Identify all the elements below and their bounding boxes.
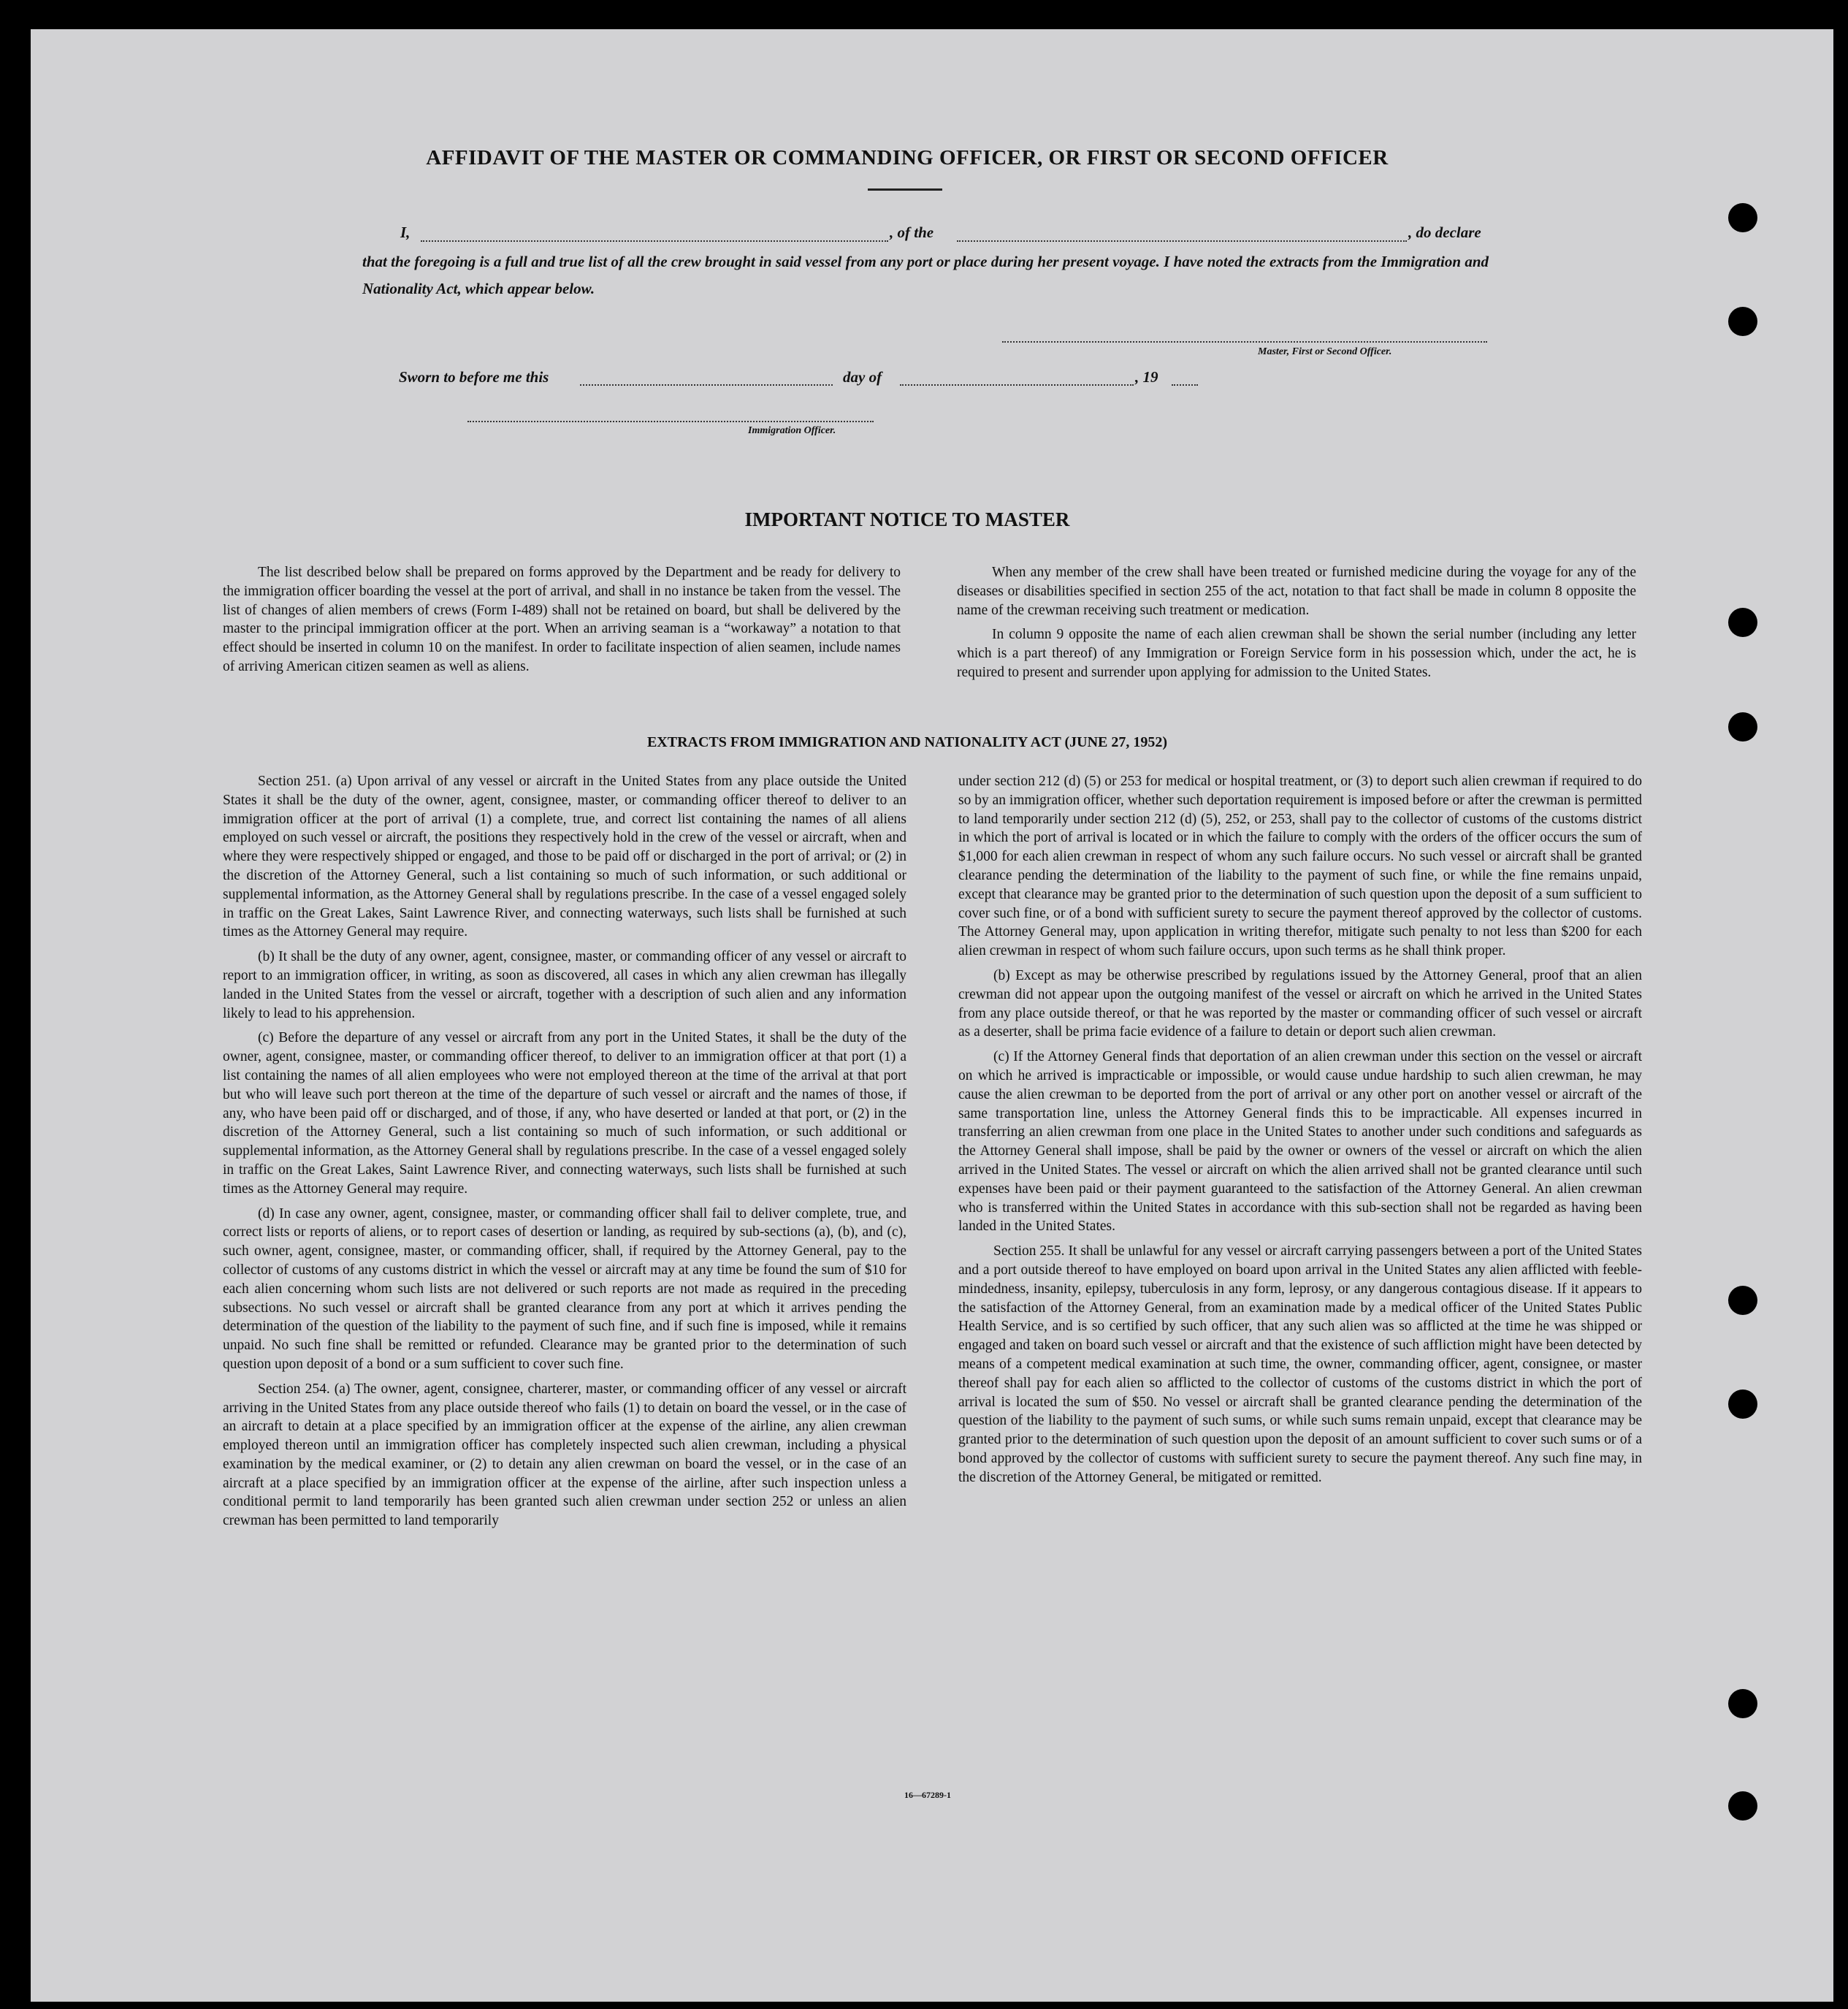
affidavit-title: AFFIDAVIT OF THE MASTER OR COMMANDING OFFICER, OR FIRST OR SECOND OFFICER [426, 146, 1389, 169]
of-the-label: , of the [890, 224, 934, 241]
do-declare-label: , do declare [1408, 224, 1481, 241]
officer-signature-caption: Immigration Officer. [748, 425, 836, 436]
extracts-title: EXTRACTS FROM IMMIGRATION AND NATIONALITY ACT (JUNE 27, 1952) [646, 734, 1168, 750]
section-paragraph: Section 255. It shall be unlawful for any vessel or aircraft carrying passengers between a port of the United States and a port outside thereof to have employed on board upon arrival in the United States any alien afflicted with feeble-mindedness, insanity, epilepsy, tuberculosis in any form, leprosy, or any dangerous contagious disease. If it appears to the satisfaction of the Attorney General, from an examination made by a medical officer of the United States Public Health Service, and is so certified by such officer, that any such alien was so afflicted at the time he was shipped or engaged and taken on board such vessel or aircraft and that the existence of such affliction might have been detected by means of a competent medical examination at such time, the owner, commanding officer, agent, consignee, or master thereof shall pay for each alien so afflicted to the collector of customs of the customs district in which the port of arrival is located the sum of $50. No vessel or aircraft shall be granted clearance pending the determination of the question of the liability to the payment of such sums, or while such sums remain unpaid, except that clearance may be granted prior to the determination of such question upon the deposit of an amount sufficient to cover such sums or of a bond approved by the collector of customs with sufficient surety to secure the payment thereof. Any such fine may, in the discretion of the Attorney General, be mitigated or remitted. [958, 1243, 1642, 1485]
section-paragraph: (c) If the Attorney General finds that deportation of an alien crewman under this section on the vessel or aircraft on which he arrived is impracticable or impossible, or would cause undue hardship to such alien crewman, he may cause the alien crewman to be deported from the port of arrival or any other port on another vessel or aircraft of the same transportation line, unless the Attorney General finds this to be impracticable. All expenses incurred in transferring an alien crewman from one place in the United States to another under such conditions and safeguards as the Attorney General shall impose, shall be paid by the owner or owners of the vessel or aircraft on which the alien arrived in the United States. The vessel or aircraft on which the alien arrived shall not be granted clearance until such expenses have been paid or their payment guaranteed to the satisfaction of the Attorney General. An alien crewman who is transferred within the United States in accordance with this sub-section shall not be regarded as having been landed in the United States. [958, 1049, 1642, 1235]
extracts-left-column [223, 772, 906, 1536]
section-paragraph: (d) In case any owner, agent, consignee, master, or commanding officer shall fail to deliver complete, true, and correct lists or reports of aliens, or to report cases of desertion or landing, as required by sub-sections (a), (b), and (c), such owner, agent, consignee, master, or commanding officer, shall, if required by the Attorney General, pay to the collector of customs of any customs district in which the vessel or aircraft may at any time be found the sum of $10 for each alien concerning whom such lists are not delivered or such reports are not made as required in the preceding subsections. No such vessel or aircraft shall be granted clearance from any port at which it arrives pending the determination of the question of the liability to the payment of such fine, and if such fine is imposed, while it remains unpaid. No such fine shall be remitted or refunded. Clearance may be granted prior to the determination of such question upon deposit of a bond or a sum sufficient to cover such fine. [223, 1205, 906, 1372]
title-divider [868, 188, 942, 191]
section-paragraph: (b) Except as may be otherwise prescribed by regulations issued by the Attorney General, proof that an alien crewman did not appear upon the outgoing manifest of the vessel or aircraft on which he arrived in the United States from any place outside thereof, or that he was reported by the master or commanding officer of such vessel or aircraft as a deserter, shall be prima facie evidence of a failure to detain or deport such alien crewman. [958, 967, 1642, 1040]
section-paragraph: (b) It shall be the duty of any owner, agent, consignee, master, or commanding officer of any vessel or aircraft to report to an immigration officer, in writing, as soon as discovered, all cases in which any alien crewman has illegally landed in the United States from the vessel or aircraft, together with a description of such alien and any information likely to lead to his apprehension. [223, 949, 906, 1021]
officer-signature-blank [467, 421, 874, 422]
notice-paragraph: In column 9 opposite the name of each alien crewman shall be shown the serial number (including any letter which is a part thereof) of any Immigration or Foreign Service form in his possession which, under the act, he is required to present and surrender upon applying for admission to the United States. [957, 627, 1636, 680]
section-continuation: under section 212 (d) (5) or 253 for medical or hospital treatment, or (3) to deport such alien crewman if required to do so by an immigration officer, whether such deportation requirement is imposed before or after the crewman is permitted to land temporarily under section 212 (d) (5), 252, or 253, shall pay to the collector of customs of the customs district in which the port of arrival is located or in which the failure to comply with the orders of the officer occurs the sum of $1,000 for each alien crewman in respect of whom any such failure occurs. No such vessel or aircraft shall be granted clearance pending the determination of the liability to the payment of such fine, or while the fine remains unpaid, except that clearance may be granted prior to the determination of such question upon the deposit of a sum sufficient to cover such fine, or of a bond with sufficient surety to secure the payment thereof approved by the collector of customs. The Attorney General may, upon application in writing therefor, mitigate such penalty to not less than $200 for each alien crewman in respect of whom such failure occurs, upon such terms as he shall think proper. [958, 774, 1642, 959]
master-signature-caption: Master, First or Second Officer. [1258, 346, 1392, 357]
punch-hole [1728, 1791, 1757, 1821]
notice-right-column [957, 563, 1636, 688]
notice-left-column [223, 563, 901, 682]
section-paragraph: Section 251. (a) Upon arrival of any vessel or aircraft in the United States from any place outside the United States it shall be the duty of the owner, agent, consignee, master, or commanding officer thereof to deliver to an immigration officer at the port of arrival (1) a complete, true, and correct list containing the names of all aliens employed on such vessel or aircraft, the positions they respectively hold in the crew of the vessel or aircraft, when and where they were respectively shipped or engaged, and those to be paid off or discharged in the port of arrival; or (2) in the discretion of the Attorney General, such a list containing so much of such information, or such additional or supplemental information, as the Attorney General shall by regulations prescribe. In the case of a vessel engaged solely in traffic on the Great Lakes, Saint Lawrence River, and connecting waterways, such lists shall be furnished at such times as the Attorney General may require. [223, 774, 906, 940]
punch-hole [1728, 1389, 1757, 1419]
year-label: , 19 [1135, 368, 1158, 386]
punch-hole [1728, 608, 1757, 637]
punch-hole [1728, 1286, 1757, 1315]
sworn-day-blank [580, 384, 833, 386]
section-paragraph: (c) Before the departure of any vessel or aircraft from any port in the United States, it shall be the duty of the owner, agent, consignee, master, or commanding officer thereof, to deliver to an immigration officer at that port (1) a list containing the names of all alien employees who were not employed thereon at the time of the arrival at that port but who will leave such port thereon at the time of the departure of such vessel or aircraft and the names of those, if any, who have been paid off or discharged, and of those, if any, who have deserted or landed at that port, or (2) in the discretion of the Attorney General, such a list containing so much of such information, or such additional or supplemental information, as the Attorney General shall by regulations prescribe. In the case of a vessel engaged solely in traffic on the Great Lakes, Saint Lawrence River, and connecting waterways, such lists shall be furnished at such times as the Attorney General may require. [223, 1030, 906, 1197]
master-signature-blank [1002, 341, 1487, 343]
i-label: I, [400, 224, 411, 241]
section-paragraph: Section 254. (a) The owner, agent, consignee, charterer, master, or commanding officer of any vessel or aircraft arriving in the United States from any place outside thereof who fails (1) to detain on board the vessel, or in the case of an aircraft to detain at a place specified by an immigration officer at the expense of the airline, any alien crewman employed thereon until an immigration officer has completely inspected such alien crewman, including a physical examination by the medical examiner, or (2) to detain any alien crewman on board the vessel, or in the case of an aircraft at a place specified by an immigration officer at the expense of the airline, after such inspection unless a conditional permit to land temporarily has been granted such alien crewman under section 252 or unless an alien crewman has been permitted to land temporarily [223, 1381, 906, 1529]
name-blank [421, 240, 888, 242]
sworn-year-blank [1172, 384, 1198, 386]
punch-hole [1728, 203, 1757, 232]
notice-title: IMPORTANT NOTICE TO MASTER [744, 508, 1070, 530]
extracts-right-column [958, 772, 1642, 1493]
vessel-blank [957, 240, 1407, 242]
day-of-label: day of [843, 368, 882, 386]
punch-hole [1728, 307, 1757, 336]
form-number: 16—67289-1 [904, 1790, 951, 1800]
notice-paragraph: When any member of the crew shall have been treated or furnished medicine during the voyage for any of the diseases or disabilities specified in section 255 of the act, notation to that fact shall be made in column 8 opposite the name of the crewman receiving such treatment or medication. [957, 565, 1636, 618]
declaration-text: that the foregoing is a full and true list of all the crew brought in said vessel from any port or place during her present voyage. I have noted the extracts from the Immigration and Nationality Act, which appear below. [362, 253, 1489, 297]
sworn-month-blank [900, 384, 1134, 386]
punch-hole [1728, 1689, 1757, 1718]
sworn-label: Sworn to before me this [399, 368, 549, 386]
punch-hole [1728, 712, 1757, 742]
notice-paragraph: The list described below shall be prepared on forms approved by the Department and be ready for delivery to the immigration officer boarding the vessel at the port of arrival, and shall in no instance be taken from the vessel. The list of changes of alien members of crews (Form I-489) shall not be retained on board, but shall be delivered by the master to the principal immigration officer at the port. When an arriving seaman is a “workaway” a notation to that effect should be inserted in column 10 on the manifest. In order to facilitate inspection of alien seamen, include names of arriving American citizen seamen as well as aliens. [223, 565, 901, 674]
